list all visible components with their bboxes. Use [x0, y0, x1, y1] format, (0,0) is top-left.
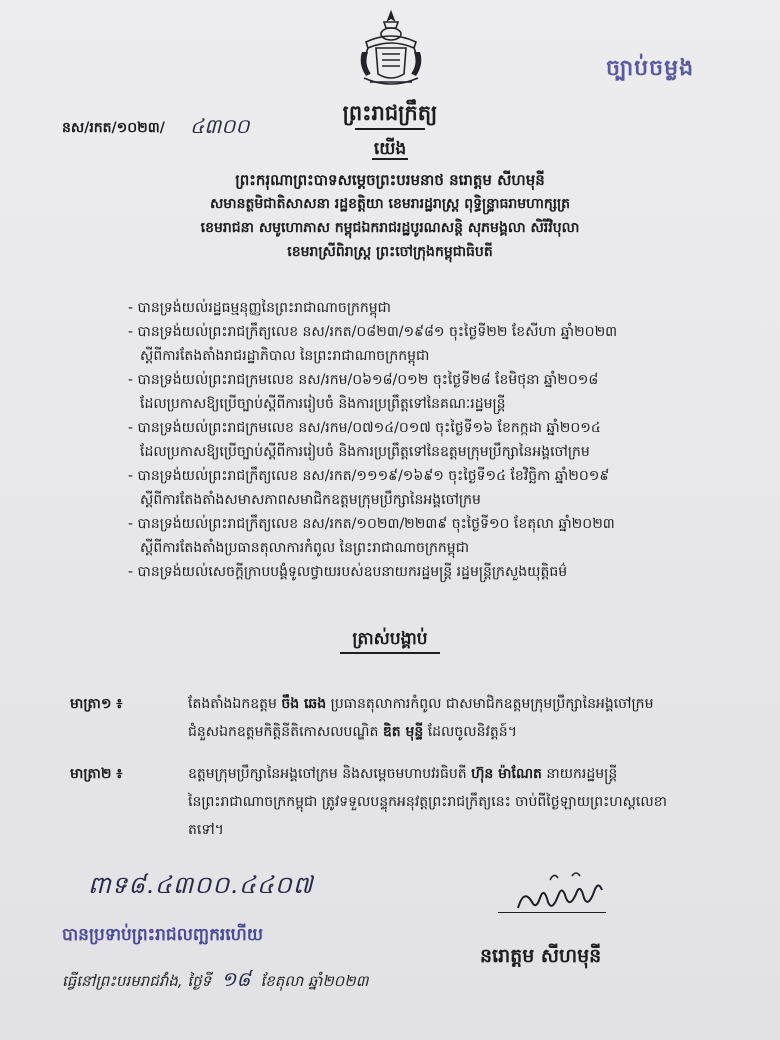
- title-underline: [355, 128, 425, 130]
- titulary-line: សមានត្ថមិជាតិសាសនា រដ្ឋខត្តិយា ខេមរារដ្ឋរាស្ត្រ ពុទ្ធិន្ទ្រាធរាមហាក្សត្រ: [209, 196, 571, 212]
- consideration-item: ដែលប្រកាសឱ្យប្រើច្បាប់ស្តីពីការរៀបចំ និងការប្រព្រឹត្តទៅនៃគណៈរដ្ឋមន្ត្រី: [140, 396, 506, 412]
- month-year: ខែតុលា ឆ្នាំ២០២៣: [260, 972, 369, 990]
- decision-underline: [340, 652, 440, 654]
- seal-stamp-text: បានប្រទាប់ព្រះរាជលញ្ឆករហើយ: [62, 925, 264, 945]
- article-text: ឧត្តមក្រុមប្រឹក្សានៃអង្គចៅក្រម និងសម្តេចមហាបវរធិបតី: [188, 766, 472, 782]
- article-text: តទៅ។: [188, 822, 224, 838]
- we-heading: យើង: [373, 139, 407, 159]
- consideration-item: ស្តីពីការតែងតាំងប្រធានតុលាការកំពូល នៃព្រះរាជាណាចក្រកម្ពុជា: [140, 540, 470, 556]
- royal-titulary: [0, 168, 780, 264]
- signer-name: នរោត្តម សីហមុនី: [480, 945, 602, 967]
- day-handwritten: ១៨: [221, 967, 251, 991]
- titulary-line: ព្រះករុណាព្រះបាទសម្តេចព្រះបរមនាថ នរោត្តម សីហមុនី: [235, 171, 545, 189]
- consideration-item: - បានទ្រង់យល់រដ្ឋធម្មនុញ្ញនៃព្រះរាជាណាចក្រកម្ពុជា: [128, 300, 391, 316]
- copy-stamp-label: ច្បាប់ចម្លង: [606, 56, 695, 81]
- article-text: ជំនួសឯកឧត្តមកិត្តិនីតិកោសលបណ្ឌិត: [188, 724, 383, 740]
- we-underline: [372, 158, 408, 160]
- signature-line: [498, 912, 606, 913]
- titulary-line: ខេមរាជនា សមូហោភាស កម្ពុជឯករាជរដ្ឋបូរណសន្តិ សុភមង្គលា សិរីវិបុលា: [200, 220, 580, 236]
- decision-heading: ត្រាស់បង្គាប់: [352, 629, 428, 649]
- place-and-date: [62, 966, 368, 996]
- article-1: [70, 690, 760, 746]
- article-text: ប្រធានតុលាការកំពូល ជាសមាជិកឧត្តមក្រុមប្រឹក្សានៃអង្គចៅក្រម: [326, 696, 654, 712]
- titulary-line: ខេមរាស្រីពិរាស្ត្រ ព្រះចៅក្រុងកម្ពុជាធិបតី: [287, 244, 493, 260]
- appointee-name: ចឹង ឆេង: [281, 696, 327, 712]
- consideration-item: - បានទ្រង់យល់សេចក្តីក្រាបបង្គំទូលថ្វាយរបស់ឧបនាយករដ្ឋមន្ត្រី រដ្ឋមន្ត្រីក្រសួងយុត្តិធម៌: [128, 564, 568, 580]
- royal-coat-of-arms-icon: [356, 8, 426, 92]
- consideration-item: - បានទ្រង់យល់ព្រះរាជក្រមលេខ នស/រកម/០៧១៤/០១៧ ចុះថ្ងៃទី១៦ ខែកក្កដា ឆ្នាំ២០១៤: [128, 420, 601, 436]
- article-label: មាត្រា២ ៖: [70, 766, 123, 782]
- reference-handwritten: ៤៣០០: [190, 114, 250, 138]
- consideration-item: ស្តីពីការតែងតាំងសមាសភាពសមាជិកឧត្តមក្រុមប្រឹក្សានៃអង្គចៅក្រម: [140, 492, 481, 508]
- consideration-item: - បានទ្រង់យល់ព្រះរាជក្រឹត្យលេខ នស/រកត/០៨២៣/១៩៨១ ចុះថ្ងៃទី២២ ខែសីហា ឆ្នាំ២០២៣: [128, 324, 618, 340]
- prime-minister-name: ហ៊ុន ម៉ាណែត: [471, 766, 542, 782]
- consideration-item: - បានទ្រង់យល់ព្រះរាជក្រឹត្យលេខ នស/រកត/១០២៣/២២៣៩ ចុះថ្ងៃទី១០ ខែតុលា ឆ្នាំ២០២៣: [128, 516, 615, 532]
- consideration-item: - បានទ្រង់យល់ព្រះរាជក្រឹត្យលេខ នស/រកត/១១១៩/១៦៩១ ចុះថ្ងៃទី១៤ ខែវិច្ឆិកា ឆ្នាំ២០១៩: [128, 468, 610, 484]
- royal-signature-icon: [510, 868, 620, 924]
- consideration-item: ស្តីពីការតែងតាំងរាជរដ្ឋាភិបាល នៃព្រះរាជាណាចក្រកម្ពុជា: [140, 348, 430, 364]
- consideration-item: ដែលប្រកាសឱ្យប្រើច្បាប់ស្តីពីការរៀបចំ និងការប្រព្រឹត្តទៅនៃឧត្តមក្រុមប្រឹក្សានៃអង្គចៅក្រម: [140, 444, 590, 460]
- article-text: តែងតាំងឯកឧត្តម: [188, 696, 282, 712]
- considerations-list: [128, 296, 748, 584]
- article-2: [70, 760, 760, 844]
- place-prefix: ធ្វើនៅព្រះបរមរាជវាំង, ថ្ងៃទី: [62, 972, 212, 990]
- decree-title: ព្រះរាជក្រឹត្យ: [342, 101, 438, 125]
- predecessor-name: ឌិត មុន្ទី: [382, 724, 424, 740]
- article-text: នាយករដ្ឋមន្ត្រី: [541, 766, 618, 782]
- reference-number: នស/រកត/១០២៣/: [62, 120, 165, 136]
- handwritten-registration: ពាទ៨.៤៣០០.៤៤០៧: [88, 871, 314, 899]
- consideration-item: - បានទ្រង់យល់ព្រះរាជក្រមលេខ នស/រកម/០៦១៨/០១២ ចុះថ្ងៃទី២៨ ខែមិថុនា ឆ្នាំ២០១៨: [128, 372, 599, 388]
- article-text: ដែលចូលនិវត្តន៍។: [423, 724, 517, 740]
- article-text: នៃព្រះរាជាណាចក្រកម្ពុជា ត្រូវទទួលបន្ទុកអនុវត្តព្រះរាជក្រឹត្យនេះ ចាប់ពីថ្ងៃឡាយព្រះហស្តលេខា: [188, 794, 668, 810]
- article-label: មាត្រា១ ៖: [70, 696, 123, 712]
